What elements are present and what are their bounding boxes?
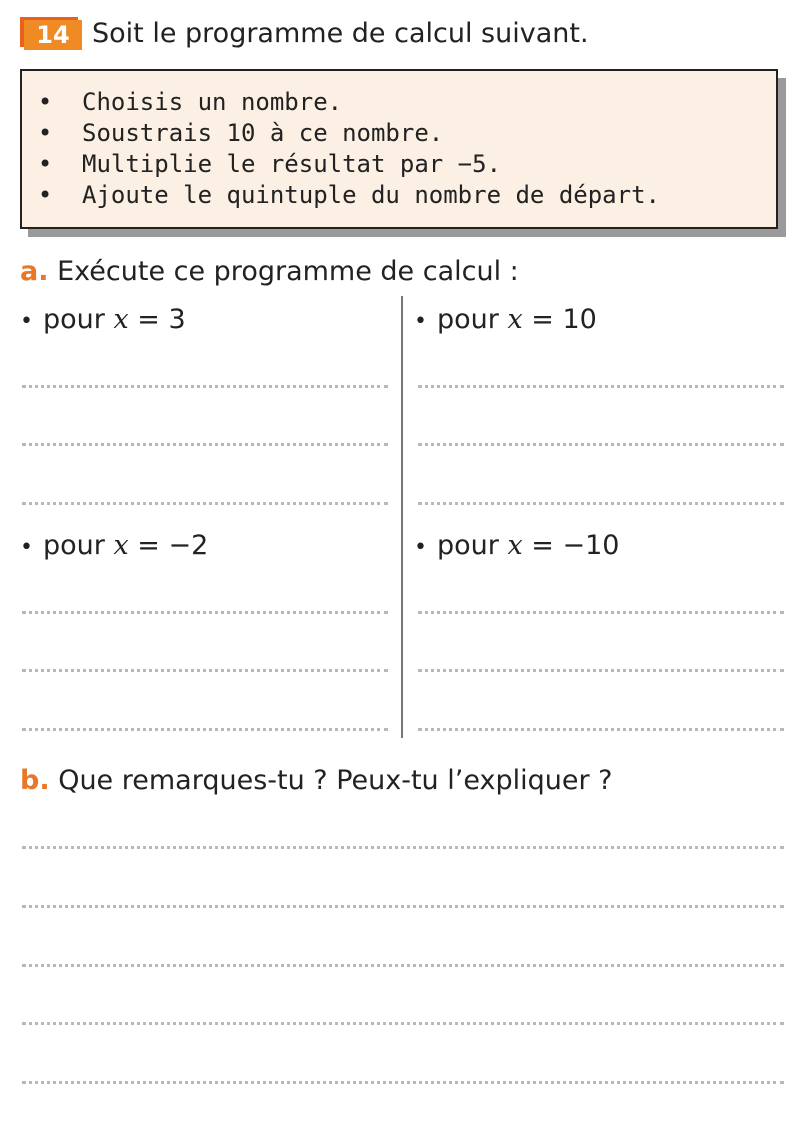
case-prefix: pour (436, 530, 508, 561)
answer-line[interactable] (22, 728, 388, 731)
answer-line[interactable] (22, 669, 388, 672)
case-value: = −10 (522, 530, 620, 561)
part-a-text: Exécute ce programme de calcul : (57, 256, 519, 287)
bullet: • (38, 88, 53, 116)
program-step (38, 118, 660, 149)
case-x-minus-2-label (20, 526, 208, 568)
case-value: = 3 (128, 304, 186, 335)
case-prefix: pour (436, 304, 508, 335)
part-a-heading (20, 252, 519, 292)
answer-line[interactable] (418, 385, 784, 388)
answer-line[interactable] (22, 611, 388, 614)
case-prefix: pour (42, 304, 114, 335)
answer-line[interactable] (22, 964, 784, 967)
bullet: • (38, 119, 53, 147)
answer-line[interactable] (22, 1022, 784, 1025)
case-x-10-label (414, 300, 597, 342)
answer-line[interactable] (22, 905, 784, 908)
case-prefix: pour (42, 530, 114, 561)
case-x-minus-10-label (414, 526, 619, 568)
program-step (38, 149, 660, 180)
variable-x: x (113, 304, 129, 335)
variable-x: x (507, 304, 523, 335)
answer-line[interactable] (22, 443, 388, 446)
program-step (38, 87, 660, 118)
case-value: = −2 (128, 530, 209, 561)
bullet: • (414, 309, 427, 334)
answer-line[interactable] (418, 611, 784, 614)
program-step-text: Multiplie le résultat par −5. (82, 150, 502, 178)
column-divider (401, 296, 403, 738)
bullet: • (38, 181, 53, 209)
variable-x: x (113, 530, 129, 561)
program-step (38, 180, 660, 211)
answer-line[interactable] (22, 846, 784, 849)
part-b-text: Que remarques-tu ? Peux-tu l’expliquer ? (58, 765, 613, 796)
program-step-text: Ajoute le quintuple du nombre de départ. (82, 181, 660, 209)
program-box (20, 69, 778, 229)
variable-x: x (507, 530, 523, 561)
program-steps (38, 87, 660, 211)
answer-line[interactable] (22, 1081, 784, 1084)
part-a-letter: a. (20, 256, 49, 287)
answer-line[interactable] (418, 502, 784, 505)
answer-line[interactable] (418, 728, 784, 731)
bullet: • (414, 535, 427, 560)
answer-line[interactable] (418, 443, 784, 446)
exercise-number-badge: 14 (24, 20, 82, 50)
part-b-heading (20, 761, 612, 801)
exercise-title: Soit le programme de calcul suivant. (92, 18, 589, 49)
part-b-letter: b. (20, 765, 50, 796)
bullet: • (20, 309, 33, 334)
bullet: • (38, 150, 53, 178)
case-x-3-label (20, 300, 186, 342)
answer-line[interactable] (418, 669, 784, 672)
bullet: • (20, 535, 33, 560)
case-value: = 10 (522, 304, 597, 335)
answer-line[interactable] (22, 502, 388, 505)
program-step-text: Soustrais 10 à ce nombre. (82, 119, 444, 147)
program-step-text: Choisis un nombre. (82, 88, 343, 116)
answer-line[interactable] (22, 385, 388, 388)
